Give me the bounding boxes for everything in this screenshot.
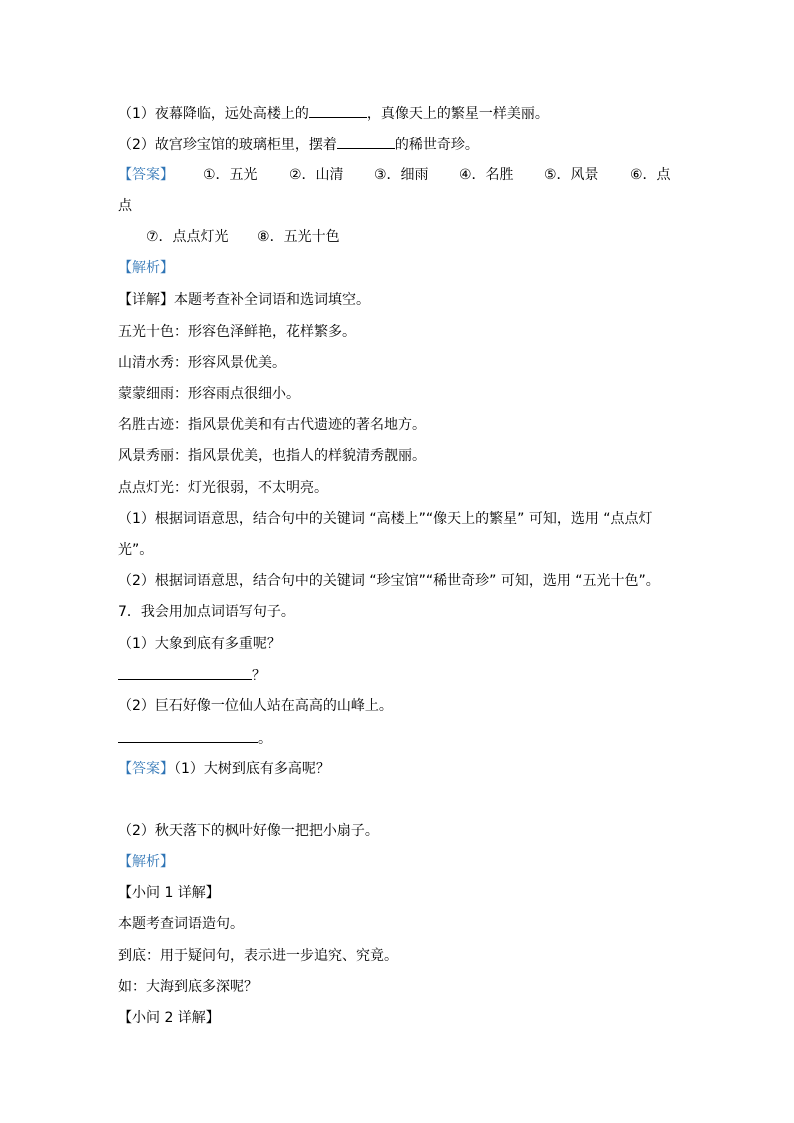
answer-7-row: 【答案】（1）大树到底有多高呢？: [118, 761, 330, 777]
definition-line: 山清水秀：形容风景优美。: [118, 355, 286, 371]
analysis-7-subheading-2: 【小问 2 详解】: [118, 1010, 220, 1026]
analysis-6-paragraph-2: （2）根据词语意思，结合句中的关键词 “珍宝馆”“稀世奇珍” 可知，选用 “五光十色”。: [118, 573, 660, 589]
answer-6-row-2: [146, 227, 340, 247]
question-7-sentence-1: （1）大象到底有多重呢？: [118, 636, 281, 652]
answer-6-row: [118, 165, 671, 185]
analysis-7-line: 到底：用于疑问句，表示进一步追究、究竟。: [118, 948, 398, 964]
definition-line: 五光十色：形容色泽鲜艳，花样繁多。: [118, 324, 356, 340]
fill-blank[interactable]: [118, 728, 258, 743]
answer-tag: 【答案】: [118, 761, 174, 777]
question-6-sentence-2: （2）故宫珍宝馆的玻璃柜里，摆着 的稀世奇珍。: [118, 134, 479, 155]
answer-item: ⑧．五光十色: [257, 229, 340, 245]
question-6-sentence-1: （1）夜幕降临，远处高楼上的 ，真像天上的繁星一样美丽。: [118, 103, 549, 124]
definition-line: 蒙蒙细雨：形容雨点很细小。: [118, 386, 300, 402]
answer-item: ⑦．点点灯光: [146, 229, 229, 245]
fill-blank[interactable]: [118, 665, 252, 680]
answer-item: ⑤．风景: [544, 167, 599, 183]
question-7-answer-line-1: ？: [118, 665, 266, 686]
answer-tag: 【答案】: [118, 167, 174, 183]
question-7-title: 7．我会用加点词语写句子。: [118, 604, 295, 620]
definition-line: 名胜古迹：指风景优美和有古代遗迹的著名地方。: [118, 417, 426, 433]
analysis-7-subheading-1: 【小问 1 详解】: [118, 885, 220, 901]
answer-item: ⑥．点: [630, 167, 671, 183]
question-7-sentence-2: （2）巨石好像一位仙人站在高高的山峰上。: [118, 698, 393, 714]
analysis-7-line: 本题考查词语造句。: [118, 916, 244, 932]
fill-blank[interactable]: [337, 134, 395, 149]
analysis-6-detail: 【详解】本题考查补全词语和选词填空。: [118, 292, 370, 308]
question-7-answer-line-2: 。: [118, 728, 272, 749]
answer-item: ①．五光: [203, 167, 258, 183]
answer-6-wrap: 点: [118, 198, 132, 214]
answer-item: ②．山清: [289, 167, 344, 183]
analysis-7-tag: 【解析】: [118, 854, 174, 870]
analysis-6-paragraph-1: （1）根据词语意思，结合句中的关键词 “高楼上”“像天上的繁星” 可知，选用 “点点灯: [118, 511, 653, 527]
definition-line: 风景秀丽：指风景优美，也指人的样貌清秀靓丽。: [118, 448, 426, 464]
answer-item: ④．名胜: [459, 167, 514, 183]
analysis-7-line: 如：大海到底多深呢？: [118, 979, 258, 995]
answer-item: ③．细雨: [374, 167, 429, 183]
fill-blank[interactable]: [309, 103, 367, 118]
analysis-6-paragraph-1-wrap: 光”。: [118, 542, 154, 558]
answer-7-line-2: （2）秋天落下的枫叶好像一把把小扇子。: [118, 823, 379, 839]
definition-line: 点点灯光：灯光很弱，不太明亮。: [118, 480, 328, 496]
analysis-6-tag: 【解析】: [118, 260, 174, 276]
